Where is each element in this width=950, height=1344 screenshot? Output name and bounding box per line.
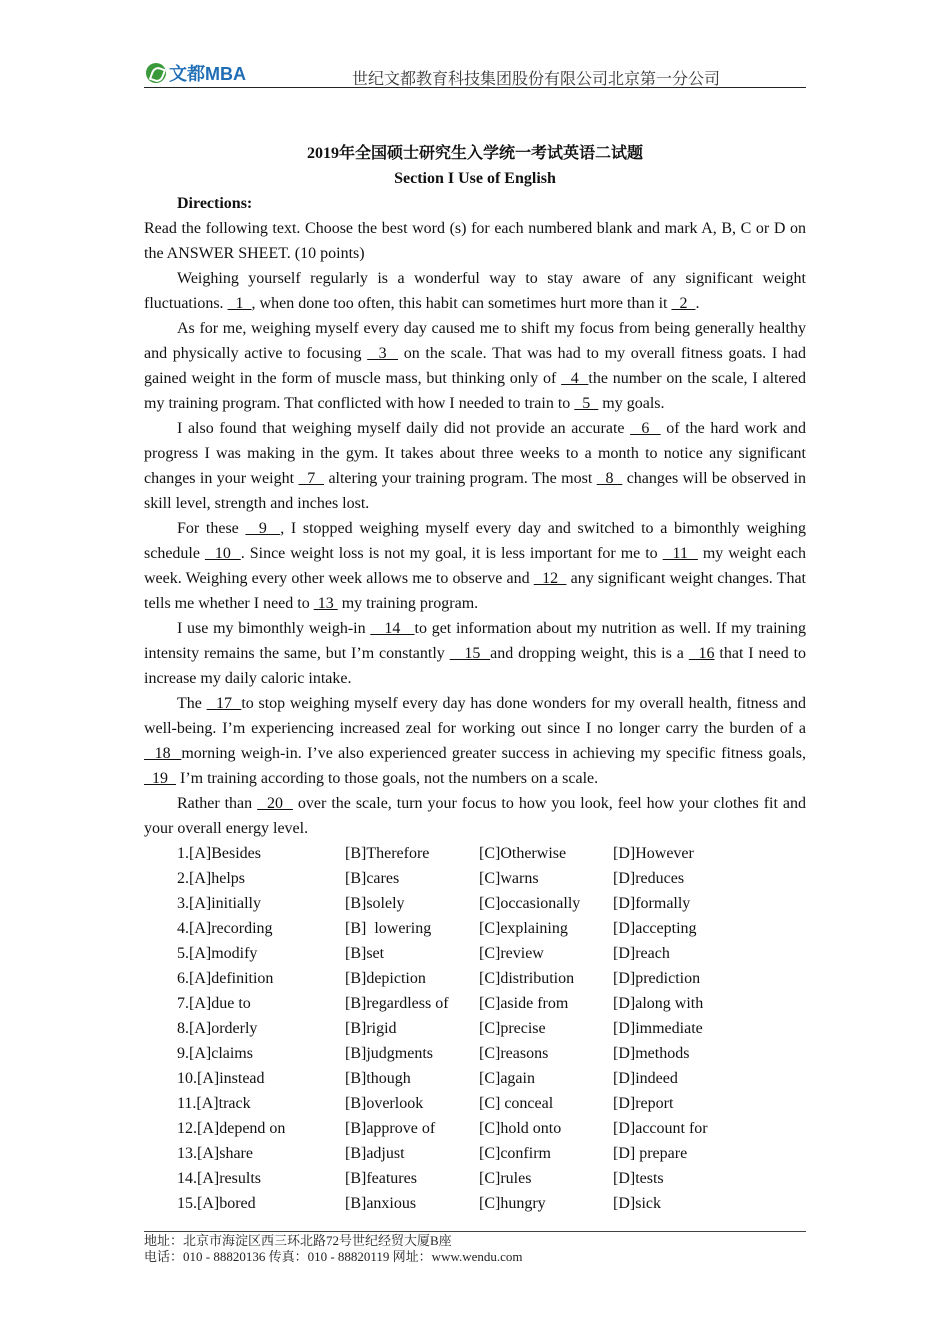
option-B: [B]features (345, 1170, 417, 1187)
footer-address: 地址：北京市海淀区西三环北路72号世纪经贸大厦B座 (144, 1233, 452, 1248)
option-B: [B]rigid (345, 1020, 397, 1037)
footer-contact: 电话：010 - 88820136 传真：010 - 88820119 网址：www.wendu.com (144, 1249, 523, 1264)
option-A: 1.[A]Besides (177, 845, 261, 862)
answer-blank: 20 (257, 795, 293, 812)
passage-text: of the hard work and progress I was making in the gym. It takes about three weeks to a month to notice any significant changes in your weight (144, 420, 807, 487)
answer-blank: 11 (662, 545, 698, 562)
directions-label: Directions: (177, 195, 253, 212)
answer-blank: 1 (227, 295, 252, 312)
passage-text: Rather than (177, 795, 258, 812)
passage-text: . Since weight loss is not my goal, it is less important for me to (240, 545, 663, 562)
passage-text: any significant weight changes. That tells me whether I need to (144, 570, 807, 612)
passage-text: , I stopped weighing myself every day and switched to a bimonthly weighing schedule (144, 520, 807, 562)
option-C: [C]rules (479, 1170, 532, 1187)
answer-blank: 16 (688, 645, 715, 662)
question-options-row (144, 1041, 806, 1066)
passage-text: to stop weighing myself every day has done wonders for my overall health, fitness and well-being. I’m experiencing increased zeal for working out since I no longer carry the burden of a (144, 695, 807, 737)
option-C: [C]hold onto (479, 1120, 562, 1137)
option-C: [C]aside from (479, 995, 569, 1012)
option-A: 6.[A]definition (177, 970, 274, 987)
answer-blank: 14 (370, 620, 415, 637)
option-C: [C]reasons (479, 1045, 549, 1062)
option-C: [C]review (479, 945, 544, 962)
answer-blank: 10 (204, 545, 241, 562)
question-options-row (144, 966, 806, 991)
exam-title: 2019年全国硕士研究生入学统一考试英语二试题 (306, 145, 643, 162)
answer-blank: 5 (574, 395, 599, 412)
passage-text: on the scale. That was had to my overall fitness goats. I had gained weight in the form of muscle mass, but thinking only of (144, 345, 807, 387)
option-D: [D]However (613, 845, 694, 862)
answer-blank: 13 (313, 595, 338, 612)
logo-icon (146, 63, 166, 83)
question-options-row (144, 866, 806, 891)
passage-paragraph (144, 516, 806, 616)
passage-text: my goals. (598, 395, 665, 412)
option-D: [D]tests (613, 1170, 664, 1187)
answer-blank: 9 (245, 520, 281, 537)
passage-text: , when done too often, this habit can sometimes hurt more than it (251, 295, 672, 312)
passage-paragraph (144, 616, 806, 691)
option-A: 9.[A]claims (177, 1045, 253, 1062)
option-C: [C]occasionally (479, 895, 581, 912)
option-D: [D]prediction (613, 970, 701, 987)
passage-text: the number on the scale, I altered my training program. That conflicted with how I needed to train to (144, 370, 806, 412)
passage-text: over the scale, turn your focus to how you look, feel how your clothes fit and your overall energy level. (144, 795, 806, 837)
passage-text: I also found that weighing myself daily did not provide an accurate (177, 420, 631, 437)
option-D: [D]indeed (613, 1070, 678, 1087)
answer-blank: 7 (298, 470, 325, 487)
option-C: [C]warns (479, 870, 539, 887)
option-D: [D]immediate (613, 1020, 703, 1037)
passage-paragraph (144, 691, 806, 791)
option-C: [C] conceal (479, 1095, 554, 1112)
option-B: [B]Therefore (345, 845, 430, 862)
option-D: [D]account for (613, 1120, 708, 1137)
option-B: [B]depiction (345, 970, 426, 987)
option-B: [B]cares (345, 870, 400, 887)
question-options-row (144, 841, 806, 866)
option-D: [D]accepting (613, 920, 697, 937)
passage-paragraph (144, 791, 806, 841)
wendu-logo (146, 60, 246, 86)
passage-paragraph (144, 416, 806, 516)
option-A: 12.[A]depend on (177, 1120, 286, 1137)
question-options-row (144, 916, 806, 941)
option-B: [B]solely (345, 895, 405, 912)
answer-blank: 2 (671, 295, 696, 312)
option-B: [B]adjust (345, 1145, 405, 1162)
passage-text: For these (177, 520, 246, 537)
question-options-row (144, 1016, 806, 1041)
passage-text: my training program. (337, 595, 479, 612)
passage-text: to get information about my nutrition as well. If my training intensity remains the same, but I’m constantly (144, 620, 806, 662)
option-B: [B]judgments (345, 1045, 433, 1062)
option-B: [B]regardless of (345, 995, 449, 1012)
option-D: [D]reduces (613, 870, 685, 887)
answer-blank: 17 (206, 695, 242, 712)
answer-blank: 18 (144, 745, 182, 762)
option-C: [C]confirm (479, 1145, 551, 1162)
answer-blank: 19 (144, 770, 176, 787)
option-A: 14.[A]results (177, 1170, 261, 1187)
option-C: [C]explaining (479, 920, 568, 937)
option-C: [C]hungry (479, 1195, 546, 1212)
passage-text: Weighing yourself regularly is a wonderful way to stay aware of any significant weight fluctuations. (144, 270, 806, 312)
option-C: [C]distribution (479, 970, 575, 987)
option-A: 3.[A]initially (177, 895, 261, 912)
option-D: [D]report (613, 1095, 674, 1112)
option-A: 10.[A]instead (177, 1070, 265, 1087)
passage-text: I’m training according to those goals, not the numbers on a scale. (176, 770, 599, 787)
question-options-row (144, 1191, 806, 1216)
passage-paragraph (144, 316, 806, 416)
option-B: [B]anxious (345, 1195, 417, 1212)
passage-text: changes will be observed in skill level, strength and inches lost. (144, 470, 807, 512)
question-options-row (144, 1066, 806, 1091)
question-options-row (144, 1166, 806, 1191)
logo-text: 文都MBA (169, 64, 246, 84)
option-D: [D]reach (613, 945, 670, 962)
answer-blank: 12 (533, 570, 567, 587)
page-footer (144, 1231, 806, 1265)
passage-text: and dropping weight, this is a (490, 645, 689, 662)
option-D: [D]sick (613, 1195, 661, 1212)
passage (144, 266, 806, 841)
directions-text: Read the following text. Choose the best word (s) for each numbered blank and mark A, B, C or D on the ANSWER SHEET. (10 points) (144, 220, 806, 262)
answer-blank: 8 (596, 470, 623, 487)
question-options-row (144, 1116, 806, 1141)
question-options-row (144, 941, 806, 966)
option-C: [C]Otherwise (479, 845, 567, 862)
answer-blank: 6 (630, 420, 661, 437)
option-B: [B]set (345, 945, 385, 962)
company-name: 世纪文都教育科技集团股份有限公司北京第一分公司 (352, 71, 721, 88)
answer-blank: 15 (449, 645, 491, 662)
answer-blank: 4 (561, 370, 589, 387)
page-header (144, 58, 806, 88)
option-A: 2.[A]helps (177, 870, 245, 887)
option-C: [C]again (479, 1070, 535, 1087)
option-B: [B]overlook (345, 1095, 424, 1112)
passage-text: altering your training program. The most (324, 470, 597, 487)
question-options-row (144, 1141, 806, 1166)
passage-text: I use my bimonthly weigh-in (177, 620, 371, 637)
passage-text: morning weigh-in. I’ve also experienced greater success in achieving my specific fitness goals, (181, 745, 806, 762)
passage-text: As for me, weighing myself every day caused me to shift my focus from being generally healthy and physically active to focusing (144, 320, 806, 362)
option-B: [B] lowering (345, 920, 432, 937)
answer-blank: 3 (367, 345, 398, 362)
exam-content (144, 141, 806, 1216)
option-A: 8.[A]orderly (177, 1020, 258, 1037)
passage-paragraph (144, 266, 806, 316)
question-options-row (144, 891, 806, 916)
option-D: [D]along with (613, 995, 704, 1012)
passage-text: . (695, 295, 700, 312)
option-A: 15.[A]bored (177, 1195, 256, 1212)
option-D: [D]methods (613, 1045, 690, 1062)
option-D: [D] prepare (613, 1145, 688, 1162)
passage-text: The (177, 695, 207, 712)
option-C: [C]precise (479, 1020, 546, 1037)
passage-text: that I need to increase my daily caloric intake. (144, 645, 807, 687)
question-options-row (144, 991, 806, 1016)
option-A: 4.[A]recording (177, 920, 273, 937)
option-D: [D]formally (613, 895, 691, 912)
section-title: Section I Use of English (394, 170, 556, 187)
option-A: 5.[A]modify (177, 945, 258, 962)
option-A: 7.[A]due to (177, 995, 251, 1012)
option-B: [B]though (345, 1070, 411, 1087)
question-options-row (144, 1091, 806, 1116)
passage-text: my weight each week. Weighing every other week allows me to observe and (144, 545, 807, 587)
option-A: 13.[A]share (177, 1145, 253, 1162)
option-A: 11.[A]track (177, 1095, 251, 1112)
option-B: [B]approve of (345, 1120, 436, 1137)
options-list (144, 841, 806, 1216)
